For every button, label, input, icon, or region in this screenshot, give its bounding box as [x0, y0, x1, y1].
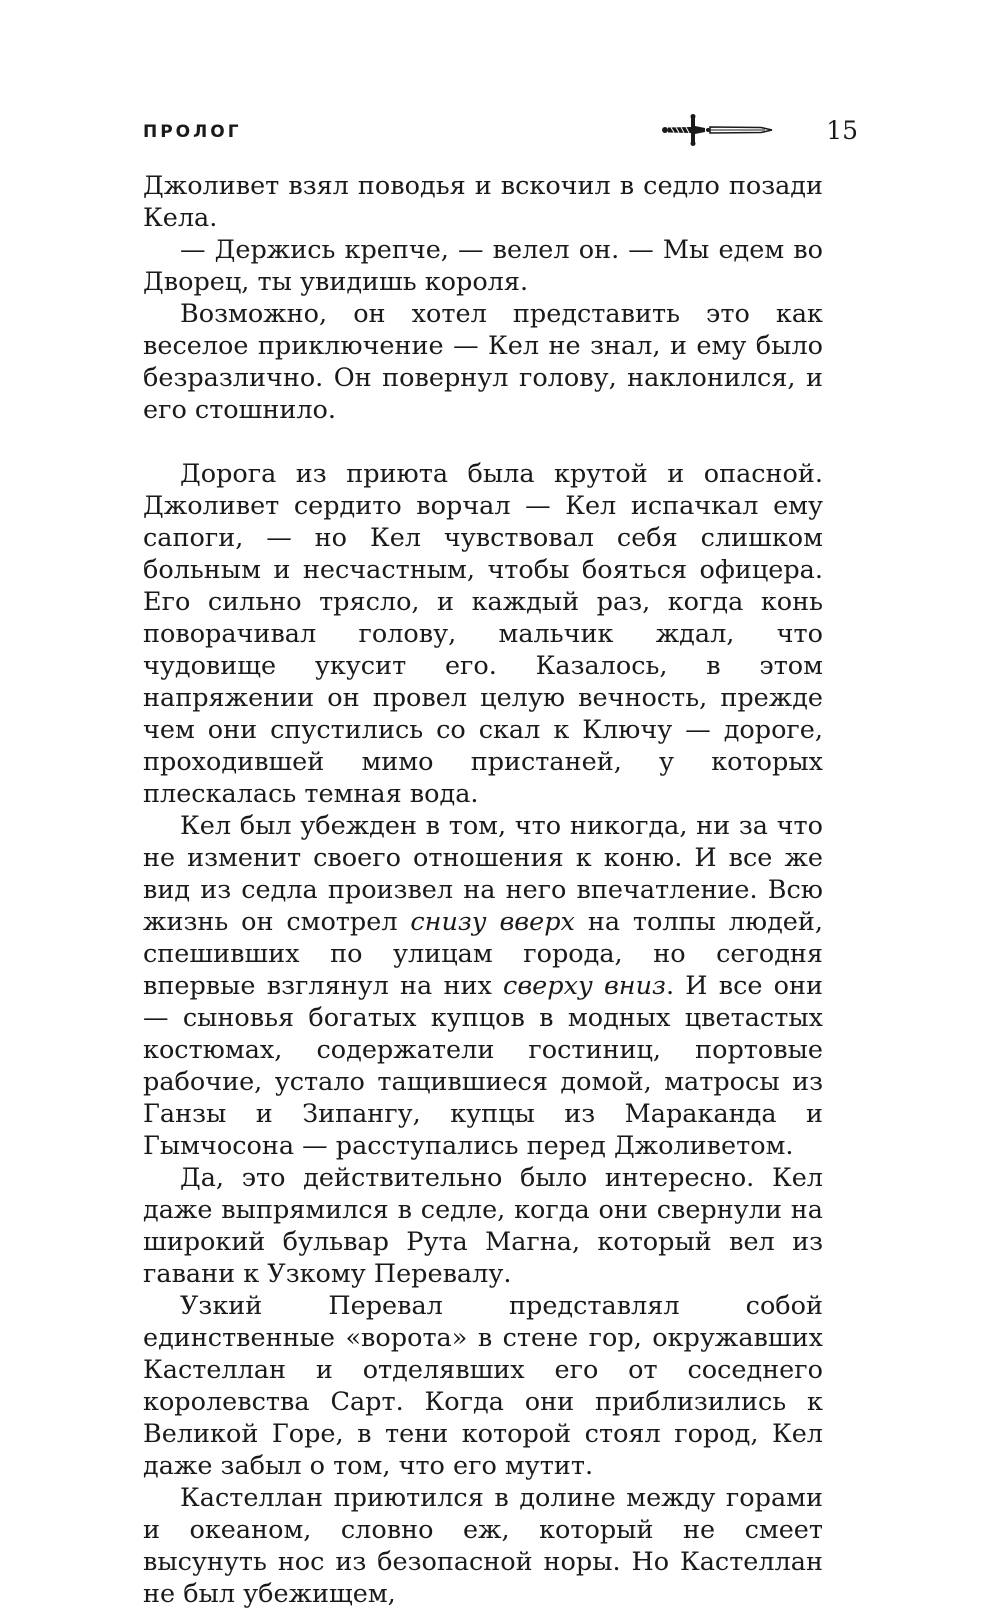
italic-run: сверху вниз [503, 971, 666, 1001]
paragraph-8 [143, 1482, 823, 1610]
paragraph-5 [143, 810, 823, 1162]
text-run: Дорога из приюта была крутой и опасной. Джоливет сердито ворчал — Кел испачкал ему сапоги, — но Кел чувствовал себя слишком больным и несчастным, чтобы бояться офицера. Его сильно трясло, и каждый раз, когда конь поворачивал голову, мальчик ждал, что чудовище укусит его. Казалось, в этом напряжении он провел целую вечность, прежде чем они спустились со скал к Ключу — дороге, проходившей мимо пристаней, у которых плескалась темная вода. [143, 459, 823, 809]
text-run: — Держись крепче, — велел он. — Мы едем во Дворец, ты увидишь короля. [143, 235, 823, 297]
paragraph-1 [143, 170, 823, 234]
paragraph-3 [143, 298, 823, 426]
paragraph-4 [143, 458, 823, 810]
paragraph-6 [143, 1162, 823, 1290]
paragraph-7 [143, 1290, 823, 1482]
page-header [143, 112, 858, 152]
text-run: Кастеллан приютился в долине между горами и океаном, словно еж, который не смеет высунуть нос из безопасной норы. Но Кастеллан не был убежищем, [143, 1483, 823, 1609]
running-title: ПРОЛОГ [143, 122, 242, 142]
text-run: . И все они — сыновья богатых купцов в модных цветастых костюмах, содержатели гостиниц, портовые рабочие, устало тащившиеся домой, матросы из Ганзы и Зипангу, купцы из Мараканда и Гымчосона — расступались перед Джоливетом. [143, 971, 824, 1161]
text-run: на толпы людей, спешивших по улицам города, но сегодня впервые взглянул на них [143, 907, 823, 1001]
paragraph-2 [143, 234, 823, 298]
text-run: Да, это действительно было интересно. Кел даже выпрямился в седле, когда они свернули на широкий бульвар Рута Магна, который вел из гавани к Узкому Перевалу. [143, 1163, 823, 1289]
text-run: Узкий Перевал представлял собой единственные «ворота» в стене гор, окружавших Кастеллан и отделявших его от соседнего королевства Сарт. Когда они приблизились к Великой Горе, в тени которой стоял город, Кел даже забыл о том, что его мутит. [143, 1291, 823, 1481]
italic-run: снизу вверх [410, 907, 575, 937]
text-run: Кел был убежден в том, что никогда, ни за что не изменит своего отношения к коню. И все же вид из седла произвел на него впечатление. Всю жизнь он смотрел [143, 811, 823, 937]
page-number: 15 [826, 116, 858, 145]
body-text [143, 170, 823, 1610]
text-run: Джоливет взял поводья и вскочил в седло позади Кела. [143, 171, 823, 233]
text-run: Возможно, он хотел представить это как веселое приключение — Кел не знал, и ему было безразлично. Он повернул голову, наклонился, и его стошнило. [143, 299, 823, 425]
dagger-icon [661, 112, 773, 148]
